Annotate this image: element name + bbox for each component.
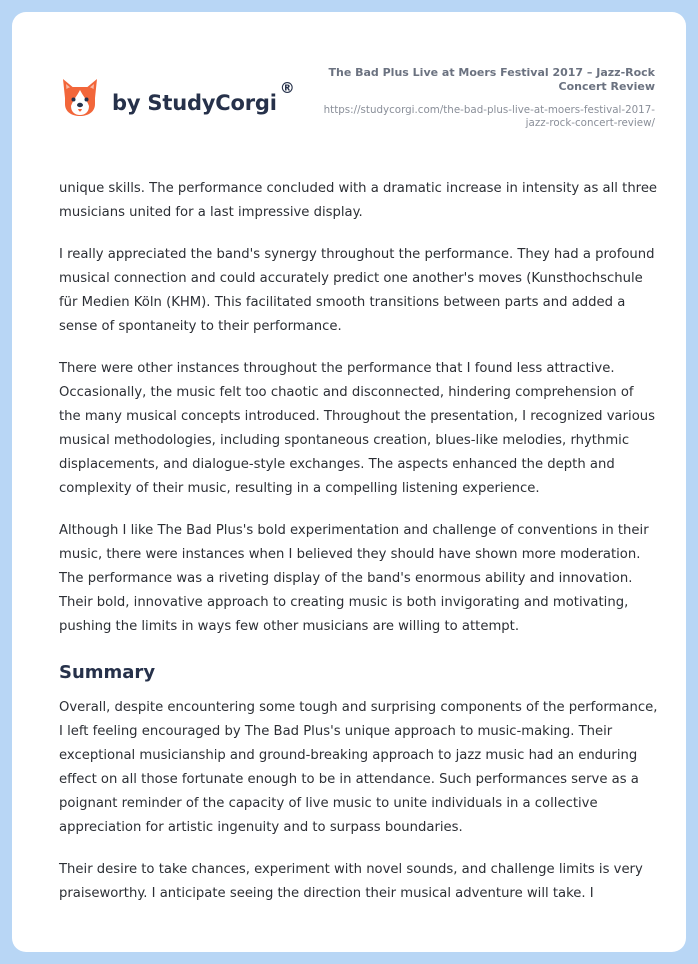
registered-mark: ® (279, 79, 295, 97)
document-page (12, 12, 686, 952)
section-heading-summary: Summary (59, 662, 156, 683)
brand-name: by StudyCorgi (112, 91, 277, 115)
document-body (59, 177, 659, 924)
paragraph: Their desire to take chances, experiment with novel sounds, and challenge limits is very praiseworthy. I anticipate seeing the direction their musical adventure will take. I (59, 862, 643, 901)
paragraph: I really appreciated the band's synergy throughout the performance. They had a profound musical connection and could accurately predict one another's moves (Kunsthochschule für Medien Köln (KHM). This facilitated smooth transitions between parts and added a sense of spontaneity to their performance. (59, 247, 655, 334)
document-url[interactable]: https://studycorgi.com/the-bad-plus-live-at-moers-festival-2017-jazz-rock-concert-review/ (323, 104, 655, 129)
paragraph: Overall, despite encountering some tough and surprising components of the performance, I left feeling encouraged by The Bad Plus's unique approach to music-making. Their exceptional musicianship and ground-breaking approach to jazz music had an enduring effect on all those fortunate enough to be in attendance. Such performances serve as a poignant reminder of the capacity of live music to unite individuals in a collective appreciation for artistic ingenuity and to surpass boundaries. (59, 700, 658, 835)
studycorgi-logo[interactable] (60, 76, 295, 120)
paragraph: There were other instances throughout the performance that I found less attractive. Occasionally, the music felt too chaotic and disconnected, hindering comprehension of the many musical concepts introduced. Throughout the presentation, I recognized various musical methodologies, including spontaneous creation, blues-like melodies, rhythmic displacements, and dialogue-style exchanges. The aspects enhanced the depth and complexity of their music, resulting in a compelling listening experience. (59, 361, 656, 496)
paragraph: Although I like The Bad Plus's bold experimentation and challenge of conventions in their music, there were instances when I believed they should have shown more moderation. The performance was a riveting display of the band's enormous ability and innovation. Their bold, innovative approach to creating music is both invigorating and motivating, pushing the limits in ways few other musicians are willing to attempt. (59, 523, 649, 634)
document-info (315, 66, 655, 130)
document-title: The Bad Plus Live at Moers Festival 2017 – Jazz-Rock Concert Review (328, 66, 655, 93)
corgi-logo-icon (60, 76, 100, 120)
page-header (12, 12, 686, 152)
paragraph: unique skills. The performance concluded with a dramatic increase in intensity as all three musicians united for a last impressive display. (59, 181, 658, 220)
